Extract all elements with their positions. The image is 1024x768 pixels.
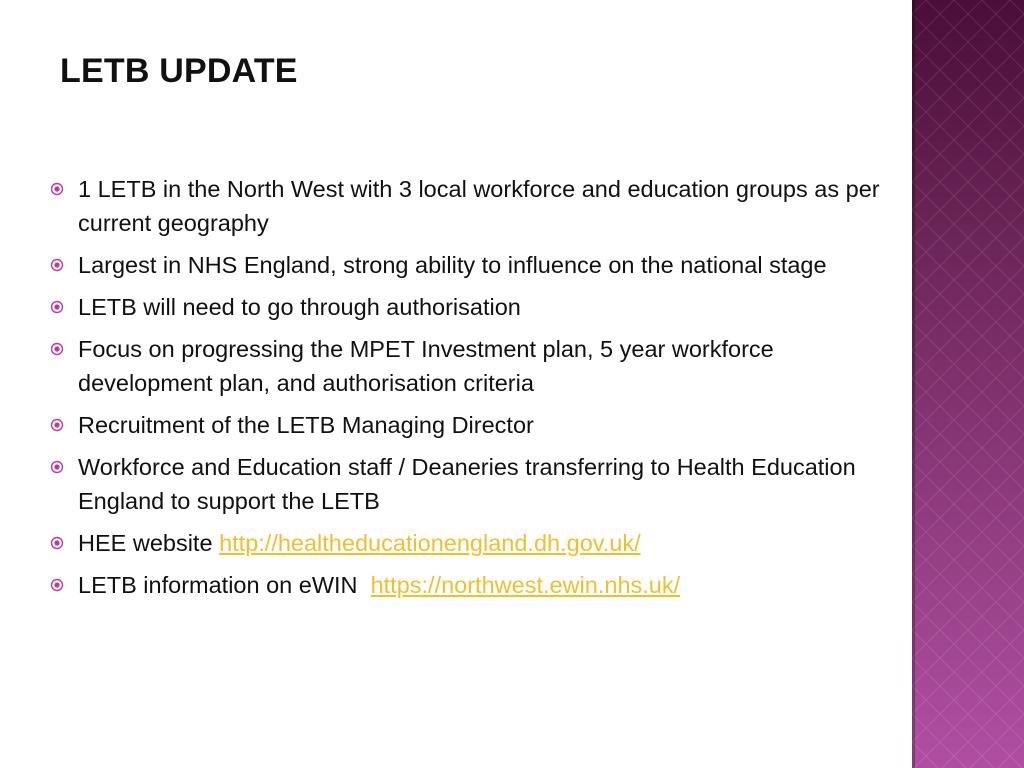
bullet-circle-icon — [50, 460, 64, 474]
bullet-item-ewin — [50, 568, 880, 602]
bullet-text: Focus on progressing the MPET Investment plan, 5 year workforce development plan, and authorisation criteria — [78, 336, 774, 396]
bullet-text: Workforce and Education staff / Deaneries transferring to Health Education England to support the LETB — [78, 454, 856, 514]
bullet-item — [50, 332, 880, 400]
bullet-text: 1 LETB in the North West with 3 local workforce and education groups as per current geography — [78, 176, 880, 236]
decorative-side-band — [912, 0, 1024, 768]
bullet-list-container — [50, 172, 880, 610]
bullet-circle-icon — [50, 342, 64, 356]
bullet-list — [50, 172, 880, 602]
bullet-circle-icon — [50, 182, 64, 196]
bullet-text: HEE website — [78, 530, 220, 556]
bullet-item — [50, 408, 880, 442]
bullet-item — [50, 450, 880, 518]
bullet-circle-icon — [50, 418, 64, 432]
bullet-circle-icon — [50, 258, 64, 272]
slide-title: LETB UPDATE — [60, 52, 298, 90]
ewin-link[interactable]: https://northwest.ewin.nhs.uk/ — [370, 572, 681, 598]
bullet-text: LETB information on eWIN — [78, 572, 371, 598]
bullet-text: LETB will need to go through authorisation — [78, 294, 521, 320]
bullet-circle-icon — [50, 536, 64, 550]
bullet-text: Recruitment of the LETB Managing Director — [78, 412, 534, 438]
bullet-circle-icon — [50, 300, 64, 314]
bullet-circle-icon — [50, 578, 64, 592]
bullet-item — [50, 172, 880, 240]
hee-website-link[interactable]: http://healtheducationengland.dh.gov.uk/ — [219, 530, 641, 556]
bullet-item — [50, 290, 880, 324]
diamond-pattern — [912, 0, 1024, 768]
bullet-item-hee-website — [50, 526, 880, 560]
bullet-item — [50, 248, 880, 282]
bullet-text: Largest in NHS England, strong ability to influence on the national stage — [78, 252, 827, 278]
